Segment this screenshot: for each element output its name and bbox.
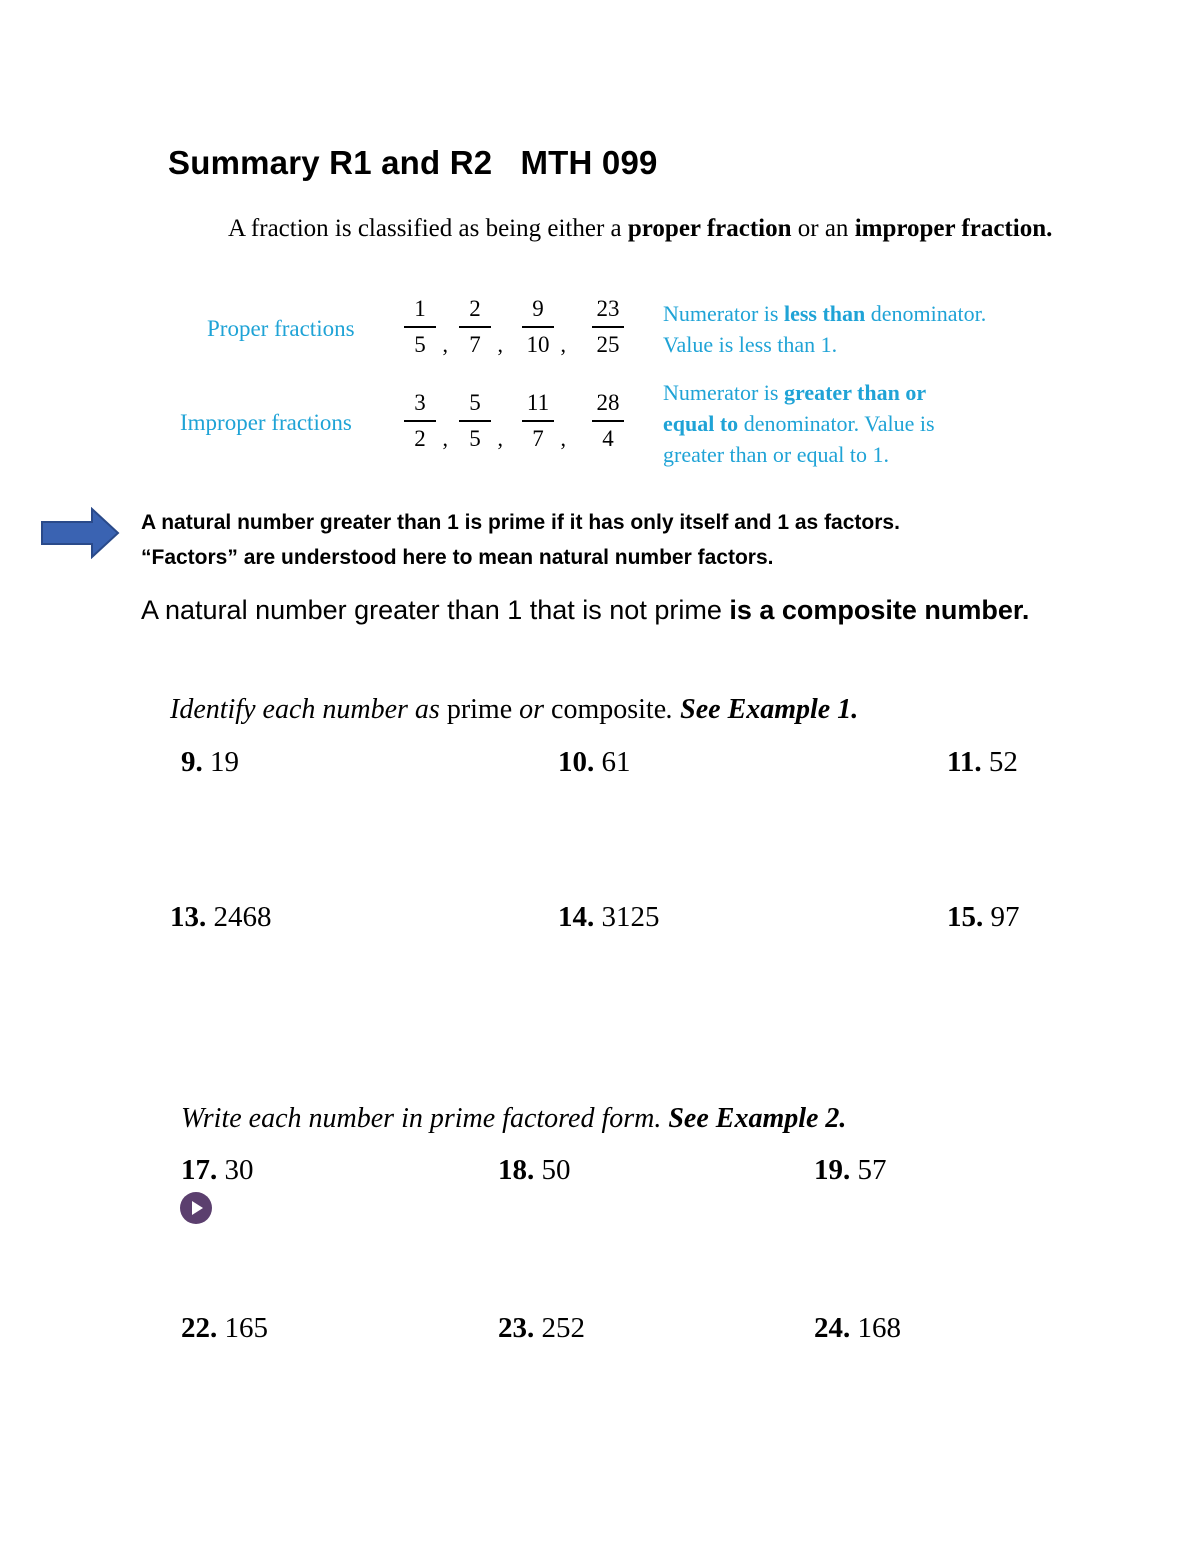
problem-item	[170, 901, 272, 934]
instr-roman: prime	[446, 694, 513, 725]
instr-italic: Write each number in prime factored form.	[181, 1103, 669, 1134]
section1-instructions	[170, 694, 858, 726]
prime-definition-line: A natural number greater than 1 is prime if it has only itself and 1 as factors.	[141, 511, 900, 534]
problem-number: 22.	[181, 1312, 218, 1344]
improper-description	[663, 377, 935, 470]
prime-definition	[141, 505, 900, 575]
problem-value: 19	[210, 746, 239, 778]
problem-item	[498, 1154, 571, 1187]
instr-italic: or	[512, 694, 552, 725]
problem-item	[181, 1154, 254, 1187]
problem-value: 61	[601, 746, 631, 778]
proper-description	[663, 298, 986, 360]
fraction	[586, 388, 630, 454]
problem-value: 52	[988, 746, 1018, 778]
desc-text: denominator. Value is	[738, 411, 935, 436]
problem-item	[814, 1312, 901, 1345]
intro-text: or an	[791, 215, 855, 242]
problem-number: 10.	[558, 746, 595, 778]
problem-number: 23.	[498, 1312, 535, 1344]
problem-number: 11.	[947, 746, 982, 778]
desc-text: Numerator is	[663, 301, 784, 326]
denominator: 25	[596, 331, 620, 357]
numerator: 3	[414, 390, 426, 415]
problem-value: 165	[224, 1312, 268, 1344]
desc-text: denominator.	[865, 301, 987, 326]
fraction: 5 5 ,	[453, 388, 497, 454]
proper-fractions-label: Proper fractions	[207, 316, 355, 341]
problem-item	[498, 1312, 585, 1345]
problem-value: 3125	[601, 901, 660, 933]
problem-value: 50	[541, 1154, 571, 1186]
problem-value: 30	[224, 1154, 254, 1186]
fraction: 3 2 ,	[398, 388, 442, 454]
fraction: 9 10 ,	[516, 294, 560, 360]
instr-italic: .	[666, 694, 681, 725]
fraction: 1 5 ,	[398, 294, 442, 360]
problem-value: 2468	[213, 901, 272, 933]
problem-number: 18.	[498, 1154, 535, 1186]
fraction-intro	[180, 212, 1060, 245]
composite-bold: is a composite number.	[729, 595, 1030, 625]
instr-bold: See Example 1.	[680, 694, 859, 725]
numerator: 9	[532, 296, 544, 321]
problem-number: 17.	[181, 1154, 218, 1186]
problem-number: 13.	[170, 901, 207, 933]
section2-instructions	[181, 1103, 846, 1135]
composite-definition	[141, 590, 1041, 631]
denominator: 4	[602, 425, 614, 451]
intro-bold-improper: improper fraction.	[854, 215, 1053, 242]
problem-value: 57	[857, 1154, 887, 1186]
fraction: 11 7 ,	[516, 388, 560, 454]
denominator: 7	[469, 331, 481, 357]
fraction: 2 7 ,	[453, 294, 497, 360]
denominator: 10	[526, 331, 550, 357]
numerator: 23	[596, 296, 620, 321]
prime-definition-line: “Factors” are understood here to mean natural number factors.	[141, 546, 774, 569]
problem-item	[181, 1312, 268, 1345]
problem-item	[947, 901, 1020, 934]
numerator: 2	[469, 296, 481, 321]
instr-roman: composite	[551, 694, 667, 725]
composite-text: A natural number greater than 1 that is not prime	[141, 595, 730, 625]
numerator: 1	[414, 296, 426, 321]
problem-number: 24.	[814, 1312, 851, 1344]
desc-text: Value is less than 1.	[663, 332, 838, 357]
instr-italic: Identify each number as	[170, 694, 447, 725]
problem-item	[181, 746, 239, 779]
play-icon[interactable]	[180, 1192, 212, 1224]
desc-text: Numerator is	[663, 380, 784, 405]
intro-text: A fraction is classified as being either a	[228, 215, 628, 242]
intro-bold-proper: proper fraction	[627, 215, 792, 242]
fraction	[586, 294, 630, 360]
denominator: 5	[469, 425, 481, 451]
denominator: 2	[414, 425, 426, 451]
problem-value: 97	[990, 901, 1020, 933]
right-arrow-icon	[40, 507, 120, 559]
desc-bold: less than	[783, 301, 866, 326]
instr-bold: See Example 2.	[668, 1103, 847, 1134]
numerator: 11	[526, 390, 550, 415]
problem-number: 19.	[814, 1154, 851, 1186]
denominator: 5	[414, 331, 426, 357]
desc-bold: greater than or	[783, 380, 927, 405]
desc-bold: equal to	[663, 411, 739, 436]
problem-item	[558, 746, 631, 779]
problem-number: 14.	[558, 901, 595, 933]
numerator: 28	[596, 390, 620, 415]
problem-item	[814, 1154, 887, 1187]
problem-item	[558, 901, 660, 934]
page-title: Summary R1 and R2 MTH 099	[168, 144, 658, 181]
denominator: 7	[532, 425, 544, 451]
desc-text: greater than or equal to 1.	[663, 442, 890, 467]
problem-value: 168	[857, 1312, 901, 1344]
problem-value: 252	[541, 1312, 585, 1344]
improper-fractions-label: Improper fractions	[180, 410, 352, 435]
numerator: 5	[469, 390, 481, 415]
problem-number: 9.	[181, 746, 203, 778]
problem-item	[947, 746, 1018, 779]
problem-number: 15.	[947, 901, 984, 933]
